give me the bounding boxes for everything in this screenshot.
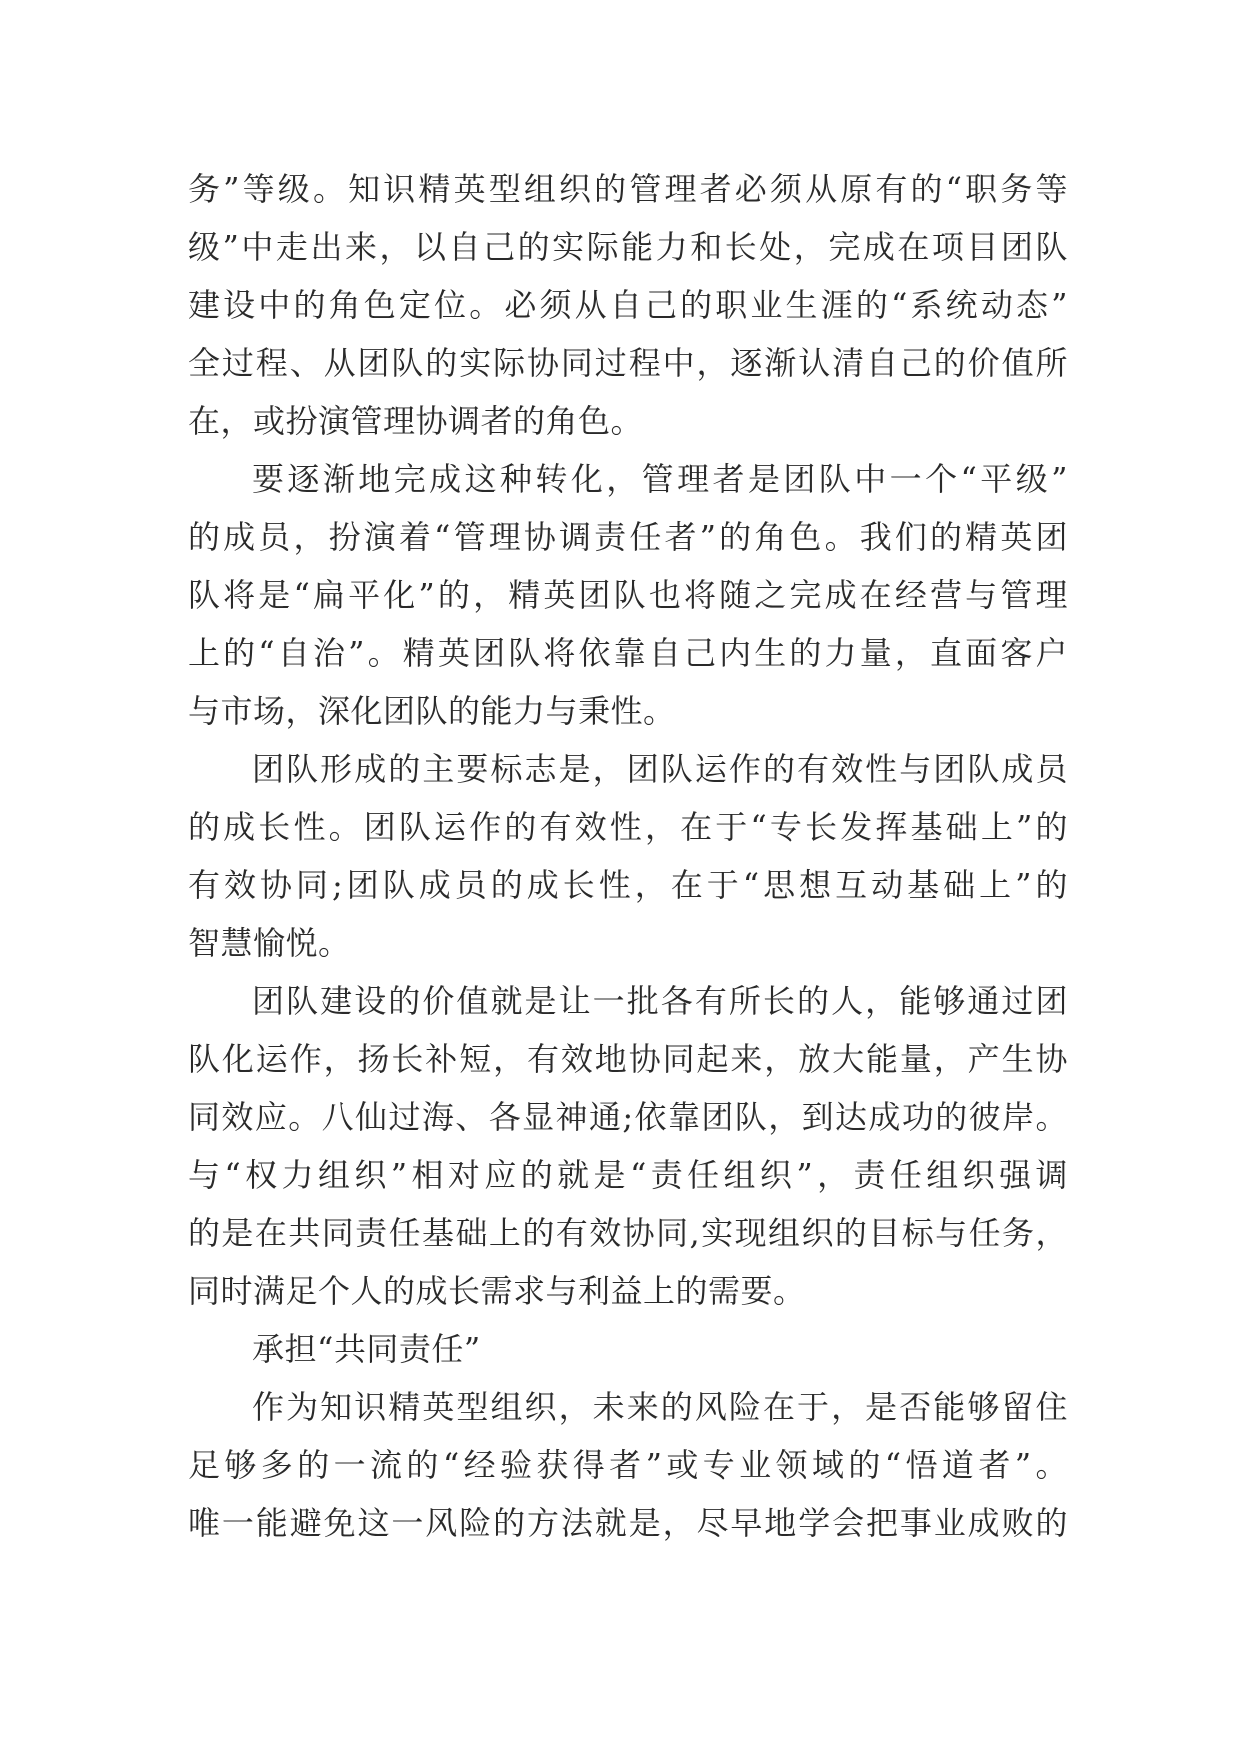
text-line: 务”等级。知识精英型组织的管理者必须从原有的“职务等: [188, 170, 1068, 208]
text-line: 智慧愉悦。: [188, 924, 351, 962]
text-line: 作为知识精英型组织，未来的风险在于，是否能够留住: [252, 1388, 1068, 1426]
body-text: [188, 160, 1068, 1552]
text-line: 的成长性。团队运作的有效性，在于“专长发挥基础上”的: [188, 808, 1068, 846]
text-line: 队将是“扁平化”的，精英团队也将随之完成在经营与管理: [188, 576, 1068, 614]
text-line: 全过程、从团队的实际协同过程中，逐渐认清自己的价值所: [188, 344, 1068, 382]
text-line: 要逐渐地完成这种转化，管理者是团队中一个“平级”: [252, 460, 1068, 498]
text-line: 同效应。八仙过海、各显神通;依靠团队，到达成功的彼岸。: [188, 1098, 1068, 1136]
text-line: 与市场，深化团队的能力与秉性。: [188, 692, 676, 730]
text-line: 的是在共同责任基础上的有效协同,实现组织的目标与任务，: [188, 1214, 1068, 1252]
text-line: 足够多的一流的“经验获得者”或专业领域的“悟道者”。: [188, 1446, 1068, 1484]
text-line: 建设中的角色定位。必须从自己的职业生涯的“系统动态”: [188, 286, 1068, 324]
text-line: 的成员，扮演着“管理协调责任者”的角色。我们的精英团: [188, 518, 1068, 556]
text-line: 同时满足个人的成长需求与利益上的需要。: [188, 1272, 806, 1310]
section-heading: 承担“共同责任”: [252, 1330, 481, 1368]
text-line: 上的“自治”。精英团队将依靠自己内生的力量，直面客户: [188, 634, 1068, 672]
text-line: 唯一能避免这一风险的方法就是，尽早地学会把事业成败的: [188, 1504, 1068, 1542]
text-line: 团队形成的主要标志是，团队运作的有效性与团队成员: [252, 750, 1068, 788]
text-line: 在，或扮演管理协调者的角色。: [188, 402, 644, 440]
text-line: 级”中走出来，以自己的实际能力和长处，完成在项目团队: [188, 228, 1068, 266]
text-line: 与“权力组织”相对应的就是“责任组织”，责任组织强调: [188, 1156, 1068, 1194]
text-line: 有效协同;团队成员的成长性，在于“思想互动基础上”的: [188, 866, 1068, 904]
text-line: 队化运作，扬长补短，有效地协同起来，放大能量，产生协: [188, 1040, 1068, 1078]
text-line: 团队建设的价值就是让一批各有所长的人，能够通过团: [252, 982, 1068, 1020]
